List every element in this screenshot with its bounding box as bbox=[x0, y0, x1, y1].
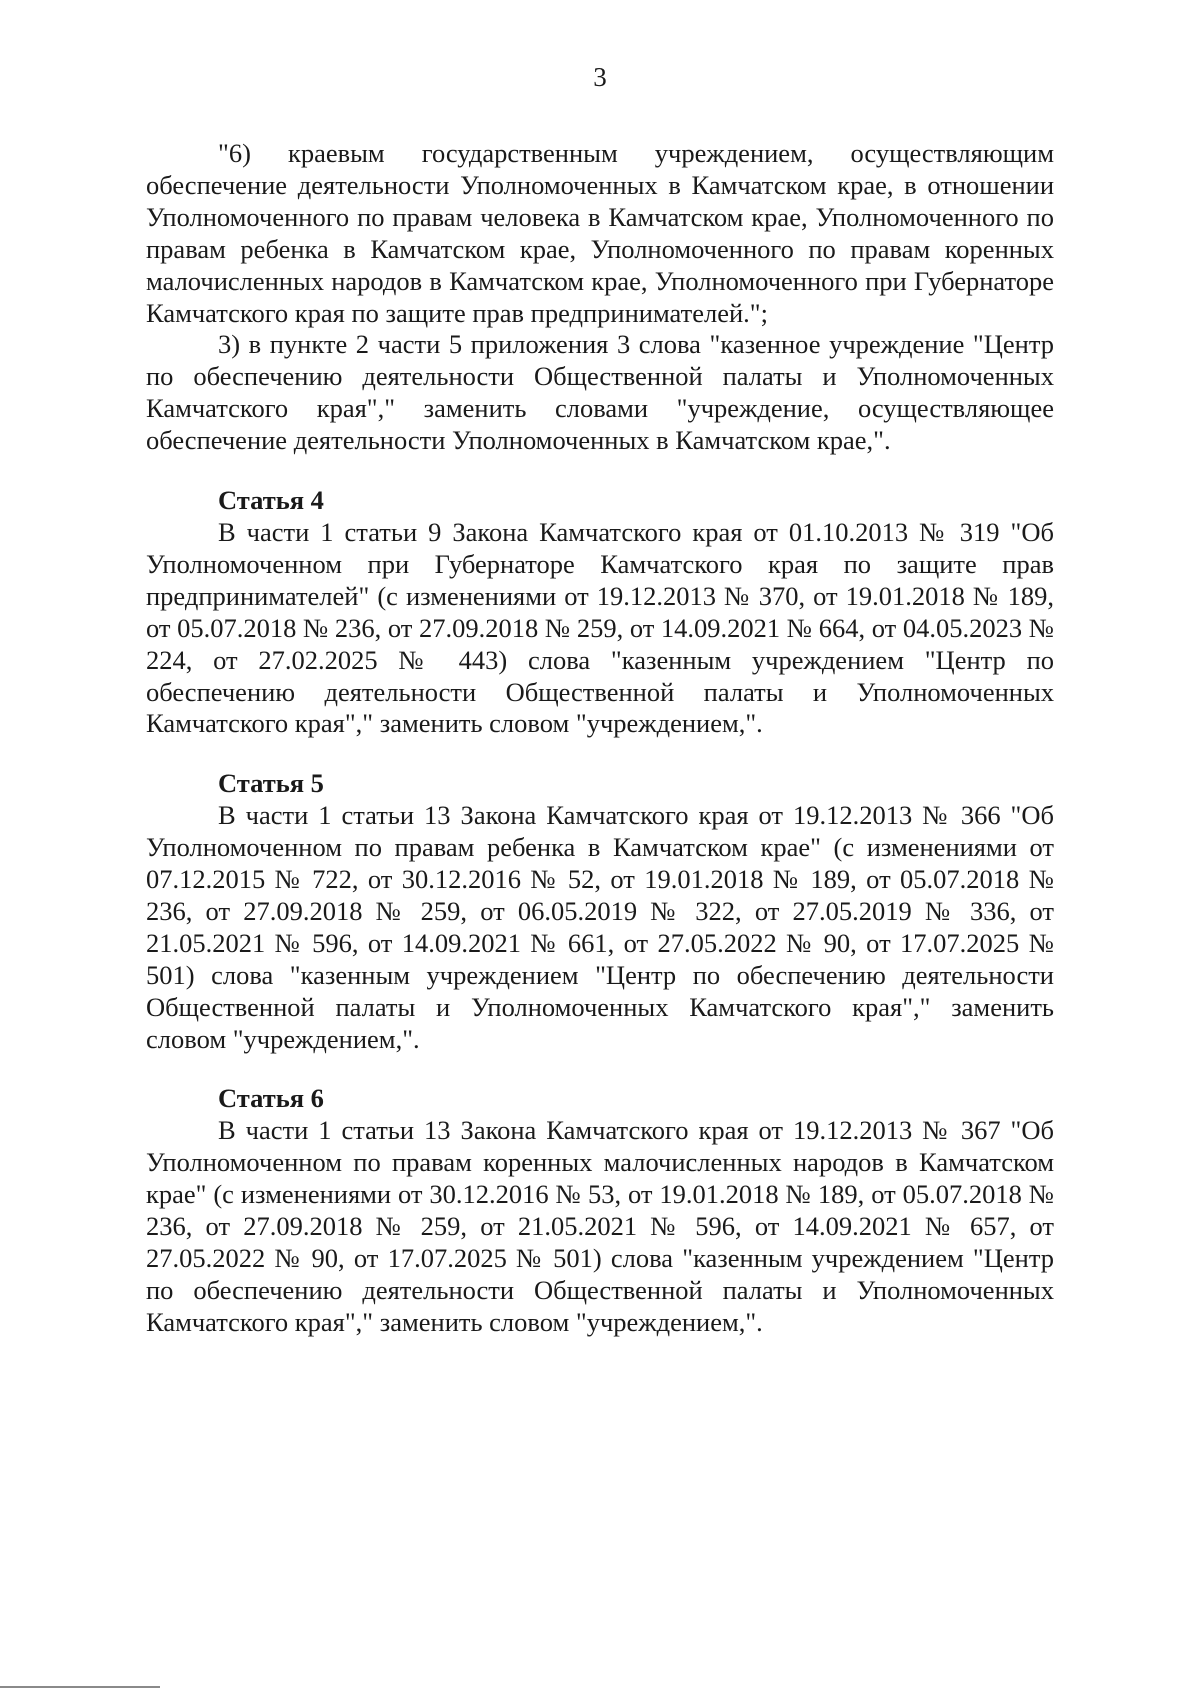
scan-edge-mark bbox=[0, 1686, 160, 1688]
article-title: Статья 4 bbox=[218, 485, 324, 516]
article-title: Статья 6 bbox=[218, 1083, 324, 1114]
document-body bbox=[146, 138, 1054, 1339]
article-6 bbox=[146, 1083, 1054, 1338]
article-text: В части 1 статьи 13 Закона Камчатского края от 19.12.2013 № 366 "Об Уполномоченном по правам ребенка в Камчатском крае" (с изменениями от 07.12.2015 № 722, от 30.12.2016 № 52, от 19.01.2018 № 189, от 05.07.2018 № 236, от 27.09.2018 № 259, от 06.05.2019 № 322, от 27.05.2019 № 336, от 21.05.2021 № 596, от 14.09.2021 № 661, от 27.05.2022 № 90, от 17.07.2025 № 501) слова "казенным учреждением "Центр по обеспечению деятельности Общественной палаты и Уполномоченных Камчатского края"," заменить словом "учреждением,". bbox=[146, 800, 1054, 1054]
article-5 bbox=[146, 768, 1054, 1055]
article-text: В части 1 статьи 9 Закона Камчатского края от 01.10.2013 № 319 "Об Уполномоченном при Губернаторе Камчатского края по защите прав предпринимателей" (с изменениями от 19.12.2013 № 370, от 19.01.2018 № 189, от 05.07.2018 № 236, от 27.09.2018 № 259, от 14.09.2021 № 664, от 04.05.2023 № 224, от 27.02.2025 № 443) слова "казенным учреждением "Центр по обеспечению деятельности Общественной палаты и Уполномоченных Камчатского края"," заменить словом "учреждением,". bbox=[146, 516, 1054, 739]
paragraph-item-6: "6) краевым государственным учреждением, осуществляющим обеспечение деятельности Уполномоченных в Камчатском крае, в отношении Уполномоченного по правам человека в Камчатском крае, Уполномоченного по правам ребенка в Камчатском крае, Уполномоченного по правам коренных малочисленных народов в Камчатском крае, Уполномоченного при Губернаторе Камчатского края по защите прав предпринимателей."; bbox=[146, 138, 1054, 328]
paragraph-item-3: 3) в пункте 2 части 5 приложения 3 слова "казенное учреждение "Центр по обеспечению деятельности Общественной палаты и Уполномоченных Камчатского края"," заменить словами "учреждение, осуществляющее обеспечение деятельности Уполномоченных в Камчатском крае,". bbox=[146, 329, 1054, 456]
page-number: 3 bbox=[593, 62, 607, 92]
article-title: Статья 5 bbox=[218, 768, 324, 799]
article-4 bbox=[146, 485, 1054, 740]
article-text: В части 1 статьи 13 Закона Камчатского края от 19.12.2013 № 367 "Об Уполномоченном по правам коренных малочисленных народов в Камчатском крае" (с изменениями от 30.12.2016 № 53, от 19.01.2018 № 189, от 05.07.2018 № 236, от 27.09.2018 № 259, от 21.05.2021 № 596, от 14.09.2021 № 657, от 27.05.2022 № 90, от 17.07.2025 № 501) слова "казенным учреждением "Центр по обеспечению деятельности Общественной палаты и Уполномоченных Камчатского края"," заменить словом "учреждением,". bbox=[146, 1115, 1054, 1337]
